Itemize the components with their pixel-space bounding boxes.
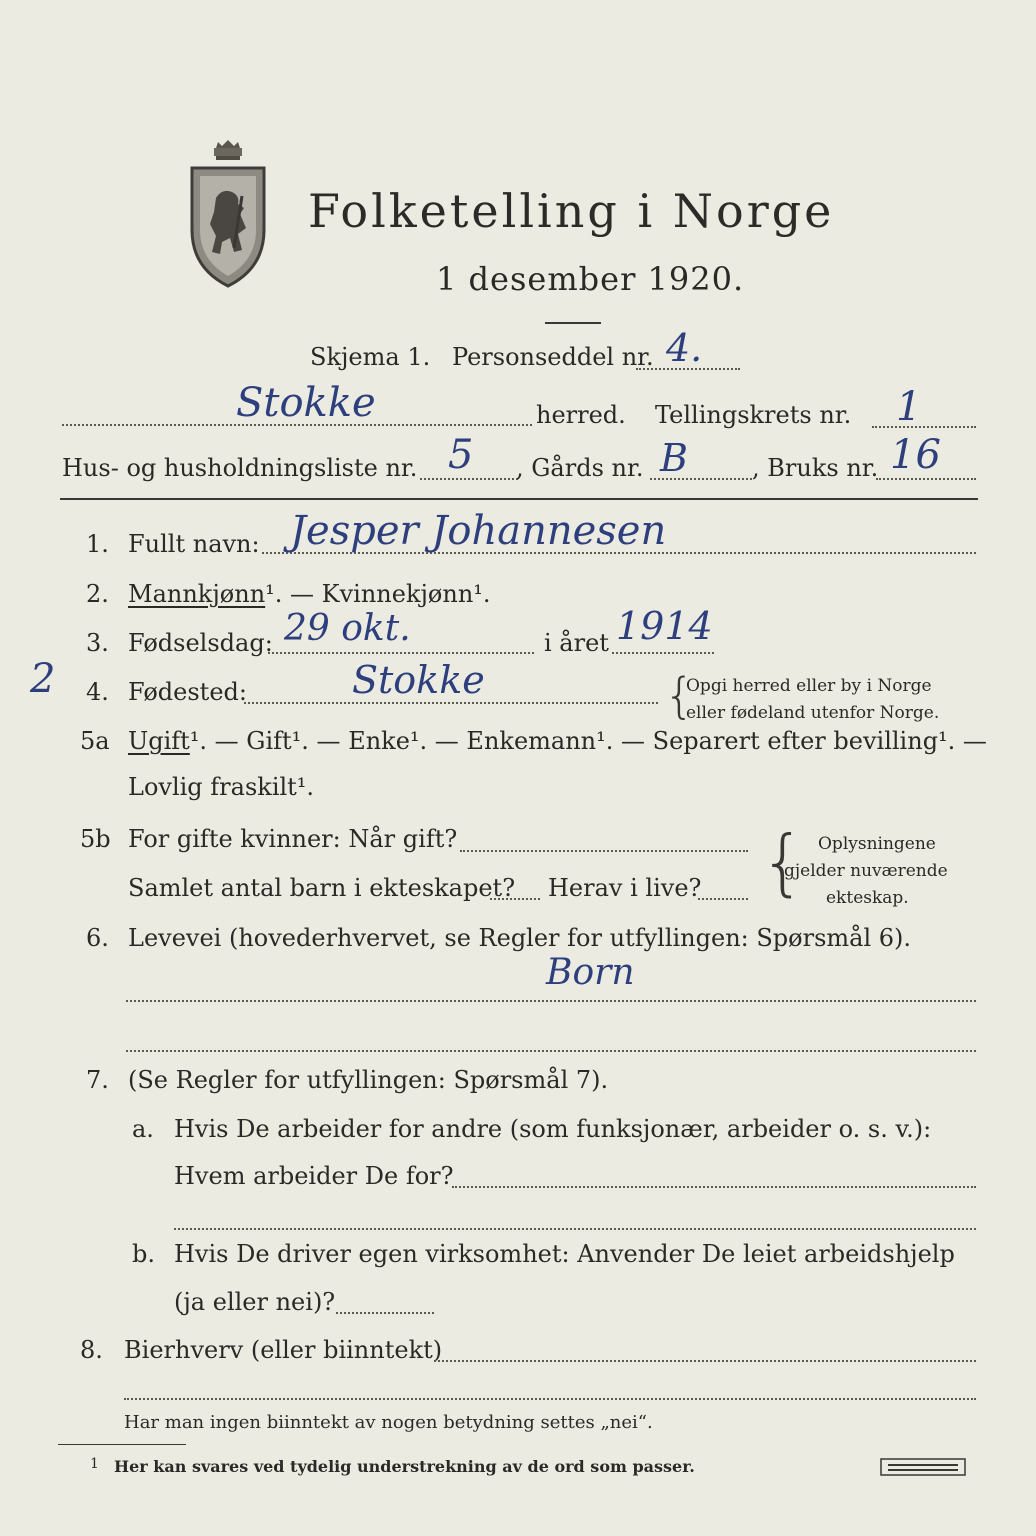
occupation-field-1[interactable] bbox=[126, 1000, 976, 1002]
personseddel-value: 4. bbox=[666, 326, 703, 370]
hired-help-field[interactable] bbox=[336, 1312, 434, 1314]
side-income-field-2[interactable] bbox=[124, 1398, 976, 1400]
household-list-label: Hus- og husholdningsliste nr. bbox=[62, 454, 418, 482]
children-count-field[interactable] bbox=[490, 898, 540, 900]
children-alive-field[interactable] bbox=[698, 898, 748, 900]
birthplace-note-line1: Opgi herred eller by i Norge bbox=[686, 676, 932, 696]
year-label: i året bbox=[544, 629, 609, 657]
footnote-text: Her kan svares ved tydelig understrekning av de ord som passer. bbox=[114, 1457, 695, 1476]
bruks-label: , Bruks nr. bbox=[752, 454, 879, 482]
form-title: Folketelling i Norge bbox=[308, 184, 835, 238]
footer-note: Har man ingen biinntekt av nogen betydning settes „nei“. bbox=[124, 1412, 653, 1433]
birthplace-note-brace: { bbox=[664, 668, 695, 724]
employer-field-1[interactable] bbox=[452, 1186, 976, 1188]
birth-year-field[interactable] bbox=[612, 652, 714, 654]
header-divider bbox=[60, 498, 978, 500]
personseddel-label: Personseddel nr. bbox=[452, 343, 654, 371]
married-when-field[interactable] bbox=[460, 850, 748, 852]
footnote-number: 1 bbox=[90, 1456, 99, 1472]
herred-value: Stokke bbox=[236, 380, 376, 426]
gender-option-male[interactable]: Mannkjønn bbox=[128, 580, 266, 608]
marriage-note-line3: ekteskap. bbox=[826, 888, 909, 908]
margin-mark: 2 bbox=[30, 656, 56, 702]
marriage-note-brace: { bbox=[760, 820, 806, 904]
q7b-line1: Hvis De driver egen virksomhet: Anvender De leiet arbeidshjelp bbox=[174, 1240, 955, 1268]
tellingskrets-label: Tellingskrets nr. bbox=[655, 401, 852, 429]
occupation-field-2[interactable] bbox=[126, 1050, 976, 1052]
birthplace-note-line2: eller fødeland utenfor Norge. bbox=[686, 703, 940, 723]
birthplace-field[interactable] bbox=[244, 702, 658, 704]
q8-number: 8. bbox=[80, 1336, 103, 1364]
gender-line bbox=[128, 580, 491, 608]
birthday-field[interactable] bbox=[268, 652, 534, 654]
q5b-line2a: Samlet antal barn i ekteskapet? bbox=[128, 874, 516, 902]
q5b-line1: For gifte kvinner: Når gift? bbox=[128, 825, 458, 853]
q3-label: Fødselsdag: bbox=[128, 629, 273, 657]
q3-number: 3. bbox=[86, 629, 109, 657]
q6-label: Levevei (hovederhvervet, se Regler for utfyllingen: Spørsmål 6). bbox=[128, 924, 912, 952]
marital-line bbox=[128, 727, 987, 755]
q5a-number: 5a bbox=[80, 727, 110, 755]
q7a-line2: Hvem arbeider De for? bbox=[174, 1162, 454, 1190]
gards-label: , Gårds nr. bbox=[516, 454, 644, 482]
q4-number: 4. bbox=[86, 678, 109, 706]
q7b-letter: b. bbox=[132, 1240, 155, 1268]
q7b-line2: (ja eller nei)? bbox=[174, 1288, 336, 1316]
norway-coat-of-arms-icon bbox=[186, 138, 270, 290]
tellingskrets-field[interactable] bbox=[872, 426, 976, 428]
full-name-value: Jesper Johannesen bbox=[290, 508, 667, 554]
q6-number: 6. bbox=[86, 924, 109, 952]
herred-label: herred. bbox=[536, 401, 626, 429]
q7a-letter: a. bbox=[132, 1115, 154, 1143]
household-list-field[interactable] bbox=[420, 478, 518, 480]
household-list-value: 5 bbox=[448, 432, 474, 478]
side-income-field-1[interactable] bbox=[434, 1360, 976, 1362]
q5b-line2b: Herav i live? bbox=[548, 874, 702, 902]
q7-number: 7. bbox=[86, 1066, 109, 1094]
q1-label: Fullt navn: bbox=[128, 530, 260, 558]
q2-number: 2. bbox=[86, 580, 109, 608]
q1-number: 1. bbox=[86, 530, 109, 558]
q8-label: Bierhverv (eller biinntekt) bbox=[124, 1336, 443, 1364]
printer-stamp-icon bbox=[880, 1458, 966, 1476]
q5b-number: 5b bbox=[80, 825, 111, 853]
title-divider bbox=[545, 322, 601, 324]
q4-label: Fødested: bbox=[128, 678, 247, 706]
tellingskrets-value: 1 bbox=[896, 384, 922, 430]
census-date: 1 desember 1920. bbox=[436, 260, 745, 298]
footnote-divider bbox=[58, 1444, 186, 1445]
gards-value: B bbox=[660, 436, 688, 480]
birthplace-value: Stokke bbox=[352, 658, 485, 702]
birthday-value: 29 okt. bbox=[284, 608, 411, 649]
employer-field-2[interactable] bbox=[174, 1228, 976, 1230]
bruks-value: 16 bbox=[890, 432, 941, 478]
bruks-field[interactable] bbox=[876, 478, 976, 480]
marriage-note-line2: gjelder nuværende bbox=[784, 861, 948, 881]
schema-label: Skjema 1. bbox=[310, 343, 431, 371]
marital-line2: Lovlig fraskilt¹. bbox=[128, 773, 315, 801]
occupation-value: Born bbox=[546, 952, 635, 993]
marriage-note-line1: Oplysningene bbox=[818, 834, 936, 854]
gender-rest: ¹. — Kvinnekjønn¹. bbox=[265, 580, 491, 608]
birth-year-value: 1914 bbox=[616, 604, 713, 648]
marital-option-unmarried[interactable]: Ugift bbox=[128, 727, 190, 755]
q7-label: (Se Regler for utfyllingen: Spørsmål 7). bbox=[128, 1066, 609, 1094]
marital-rest: ¹. — Gift¹. — Enke¹. — Enkemann¹. — Separert efter bevilling¹. — bbox=[189, 727, 987, 755]
q7a-line1: Hvis De arbeider for andre (som funksjonær, arbeider o. s. v.): bbox=[174, 1115, 932, 1143]
